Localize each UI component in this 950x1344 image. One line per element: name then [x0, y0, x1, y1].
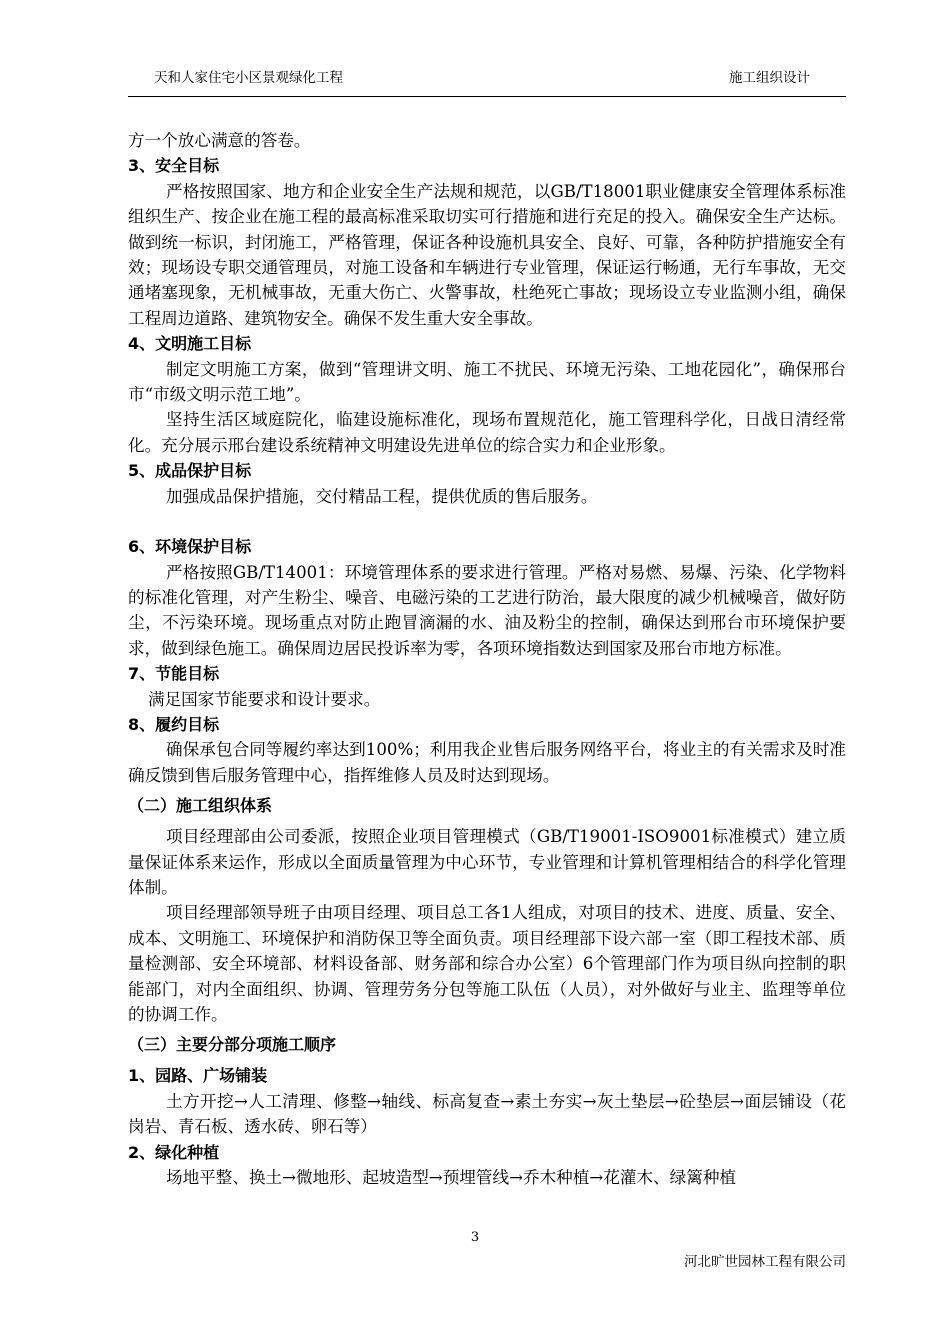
heading-paving: 1、园路、广场铺装 — [128, 1066, 268, 1086]
paragraph-continuation: 方一个放心满意的答卷。 — [128, 131, 311, 150]
paragraph-organization-2: 项目经理部领导班子由项目经理、项目总工各1人组成，对项目的技术、进度、质量、安全、成本、文明施工、环境保护和消防保卫等全面负责。项目经理部下设六部一室（即工程技术部、质量检测部、安全环境部、材料设备部、财务部和综合办公室）6个管理部门作为项目纵向控制的职能部门，对内全面组织、协调、管理劳务分包等施工队伍（人员），对外做好与业主、监理等单位的协调工作。 — [128, 903, 846, 1024]
paragraph-energy-saving: 满足国家节能要求和设计要求。 — [148, 689, 381, 709]
section-heading-construction-sequence: （三）主要分部分项施工顺序 — [128, 1035, 337, 1055]
paragraph-civilized-construction-2: 坚持生活区域庭院化，临建设施标准化，现场布置规范化，施工管理科学化，日战日清经常化。充分展示邢台建设系统精神文明建设先进单位的综合实力和企业形象。 — [128, 410, 846, 455]
heading-product-protection-goal: 5、成品保护目标 — [128, 461, 252, 481]
heading-environment-goal: 6、环境保护目标 — [128, 537, 252, 557]
footer-company-name: 河北旷世园林工程有限公司 — [684, 1254, 846, 1270]
heading-contract-goal: 8、履约目标 — [128, 714, 220, 734]
section-heading-organization: （二）施工组织体系 — [128, 796, 273, 816]
paragraph-planting-sequence: 场地平整、换土→微地形、起坡造型→预埋管线→乔木种植→花灌木、绿篱种植 — [166, 1168, 737, 1188]
document-body — [128, 128, 846, 1190]
paragraph-contract-goal: 确保承包合同等履约率达到100%；利用我企业售后服务网络平台，将业主的有关需求及时准确反馈到售后服务管理中心，指挥维修人员及时达到现场。 — [128, 740, 846, 785]
paragraph-civilized-construction-1: 制定文明施工方案，做到“管理讲文明、施工不扰民、环境无污染、工地花园化”，确保邢台市“市级文明示范工地”。 — [128, 359, 846, 405]
paragraph-organization-1: 项目经理部由公司委派，按照企业项目管理模式（GB/T19001-ISO9001标准模式）建立质量保证体系来运作，形成以全面质量管理为中心环节，专业管理和计算机管理相结合的科学化管理体制。 — [128, 827, 846, 897]
header-document-type: 施工组织设计 — [729, 70, 810, 86]
heading-safety-goal: 3、安全目标 — [128, 156, 220, 176]
page-number: 3 — [470, 1230, 480, 1245]
paragraph-paving-sequence: 土方开挖→人工清理、修整→轴线、标高复查→素土夯实→灰土垫层→砼垫层→面层铺设（花岗岩、青石板、透水砖、卵石等） — [128, 1091, 846, 1137]
header-project-title: 天和人家住宅小区景观绿化工程 — [154, 70, 343, 86]
heading-planting: 2、绿化种植 — [128, 1142, 220, 1162]
paragraph-safety-goal: 严格按照国家、地方和企业安全生产法规和规范，以GB/T18001职业健康安全管理体系标准组织生产、按企业在施工程的最高标准采取切实可行措施和进行充足的投入。确保安全生产达标。做到统一标识，封闭施工，严格管理，保证各种设施机具安全、良好、可靠，各种防护措施安全有效；现场设专职交通管理员，对施工设备和车辆进行专业管理，保证运行畅通，无行车事故，无交通堵塞现象，无机械事故，无重大伤亡、火警事故，杜绝死亡事故；现场设立专业监测小组，确保工程周边道路、建筑物安全。确保不发生重大安全事故。 — [128, 181, 846, 328]
page-header — [128, 62, 846, 97]
paragraph-product-protection: 加强成品保护措施，交付精品工程，提供优质的售后服务。 — [166, 486, 598, 506]
heading-energy-saving-goal: 7、节能目标 — [128, 664, 220, 684]
blank-line — [128, 509, 846, 534]
heading-civilized-construction-goal: 4、文明施工目标 — [128, 334, 252, 354]
paragraph-environment-goal: 严格按照GB/T14001：环境管理体系的要求进行管理。严格对易燃、易爆、污染、化学物料的标准化管理，对产生粉尘、噪音、电磁污染的工艺进行防治，最大限度的减少机械噪音，做好防尘，不污染环境。现场重点对防止跑冒滴漏的水、油及粉尘的控制，确保达到邢台市环境保护要求，做到绿色施工。确保周边居民投诉率为零，各项环境指数达到国家及邢台市地方标准。 — [128, 562, 846, 658]
